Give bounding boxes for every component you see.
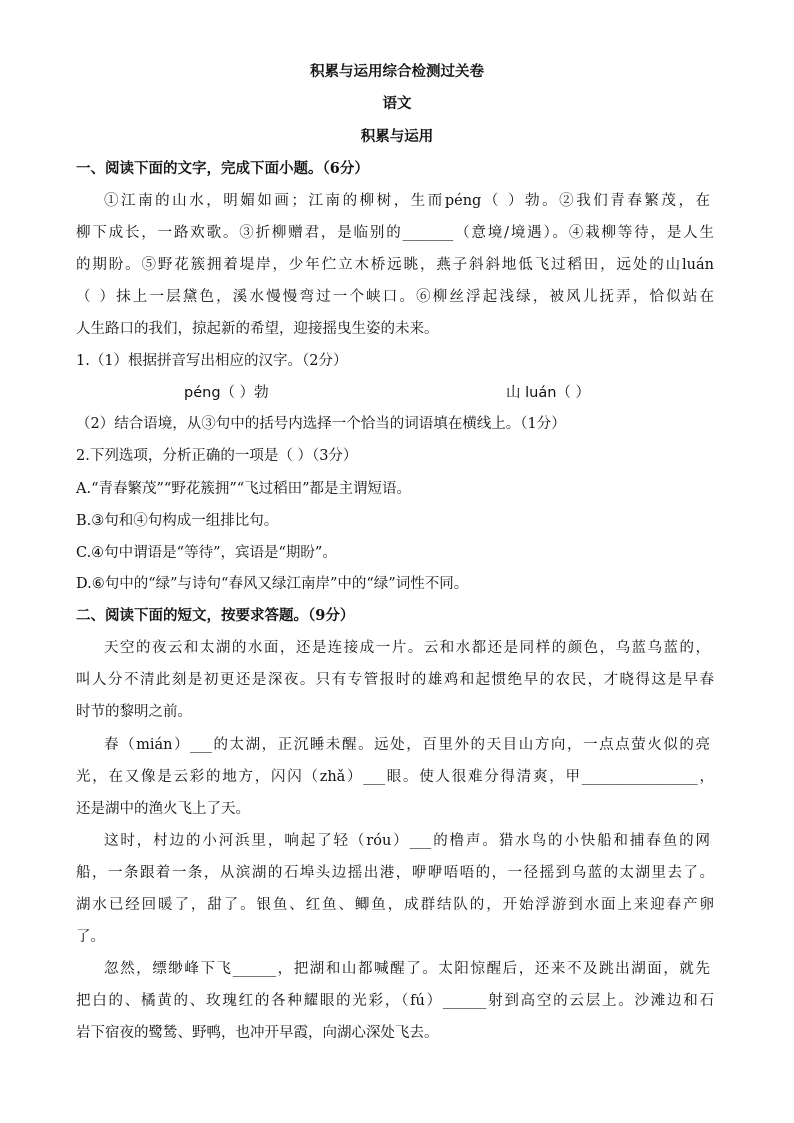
part2-heading: 二、阅读下面的短文，按要求答题。（9分） [76, 607, 355, 624]
part2-passage-line: 把白的、橘黄的、玫瑰红的各种耀眼的光彩，（fú）______射到高空的云层上。沙滩边和石 [76, 993, 714, 1009]
part2-passage-line: 这时，村边的小河浜里，响起了轻（róu）___的橹声。猎水鸟的小快船和捕春鱼的网 [104, 833, 710, 849]
q1-blank-peng: péng（ ）勃 [184, 385, 269, 401]
part2-passage-line: 叫人分不清此刻是初更还是深夜。只有专管报时的雄鸡和起惯绝早的农民，才晓得这是早春 [76, 672, 714, 688]
q2-option-a: A.“青春繁茂”“野花簇拥”“飞过稻田”都是主谓短语。 [76, 481, 412, 497]
part1-passage-line: ①江南的山水，明媚如画；江南的柳树，生而péng（ ）勃。②我们青春繁茂，在 [104, 193, 710, 209]
part2-passage-line: 了。 [76, 929, 105, 945]
question-2: 2.下列选项，分析正确的一项是（ ）（3分） [76, 448, 358, 464]
part2-passage-line: 湖水已经回暖了，甜了。银鱼、红鱼、鲫鱼，成群结队的，开始浮游到水面上来迎春产卵 [76, 897, 714, 913]
q2-option-d: D.⑥句中的“绿”与诗句“春风又绿江南岸”中的“绿”词性不同。 [76, 576, 469, 592]
part1-passage-line: 人生路口的我们，掠起新的希望，迎接摇曳生姿的未来。 [76, 321, 439, 337]
part1-passage-line: 的期盼。⑤野花簇拥着堤岸，少年伫立木桥远眺，燕子斜斜地低飞过稻田，远处的山luán [76, 257, 714, 273]
part2-passage-line: 岩下宿夜的鹭鸶、野鸭，也冲开早霞，向湖心深处飞去。 [76, 1025, 439, 1041]
part1-passage-line: （ ）抹上一层黛色，溪水慢慢弯过一个峡口。⑥柳丝浮起浅绿，被风儿抚弄，恰似站在 [76, 289, 714, 305]
question-1: 1.（1）根据拼音写出相应的汉字。（2分） [76, 353, 348, 369]
q1-blank-luan: 山 luán（ ） [506, 385, 591, 401]
part2-passage-line: 光，在又像是云彩的地方，闪闪（zhǎ）___眼。使人很难分得清爽，甲________________， [76, 769, 714, 785]
part1-heading: 一、阅读下面的文字，完成下面小题。（6分） [76, 160, 369, 177]
q2-option-b: B.③句和④句构成一组排比句。 [76, 513, 279, 529]
part2-passage-line: 船，一条跟着一条，从滨湖的石埠头边摇出港，咿咿唔唔的，一径摇到乌蓝的太湖里去了。 [76, 865, 714, 881]
subject-title: 语文 [382, 95, 412, 112]
part2-passage-line: 天空的夜云和太湖的水面，还是连接成一片。云和水都还是同样的颜色，乌蓝乌蓝的， [104, 640, 710, 656]
part2-passage-line: 忽然，缥缈峰下飞______，把湖和山都喊醒了。太阳惊醒后，还来不及跳出湖面，就先 [104, 961, 710, 977]
part2-passage-line: 春（mián）___的太湖，正沉睡未醒。远处，百里外的天目山方向，一点点萤火似的亮 [104, 737, 710, 753]
q2-option-c: C.④句中谓语是“等待”，宾语是“期盼”。 [76, 545, 337, 561]
part2-passage-line: 还是湖中的渔火飞上了天。 [76, 801, 250, 817]
question-1-sub2: （2）结合语境，从③句中的括号内选择一个恰当的词语填在横线上。（1分） [76, 416, 566, 432]
page-title: 积累与运用综合检测过关卷 [310, 63, 484, 80]
part2-passage-line: 时节的黎明之前。 [76, 704, 192, 720]
section-title: 积累与运用 [360, 128, 434, 145]
part1-passage-line: 柳下成长，一路欢歌。③折柳赠君，是临别的_______（意境/境遇）。④栽柳等待，是人生 [76, 225, 714, 241]
